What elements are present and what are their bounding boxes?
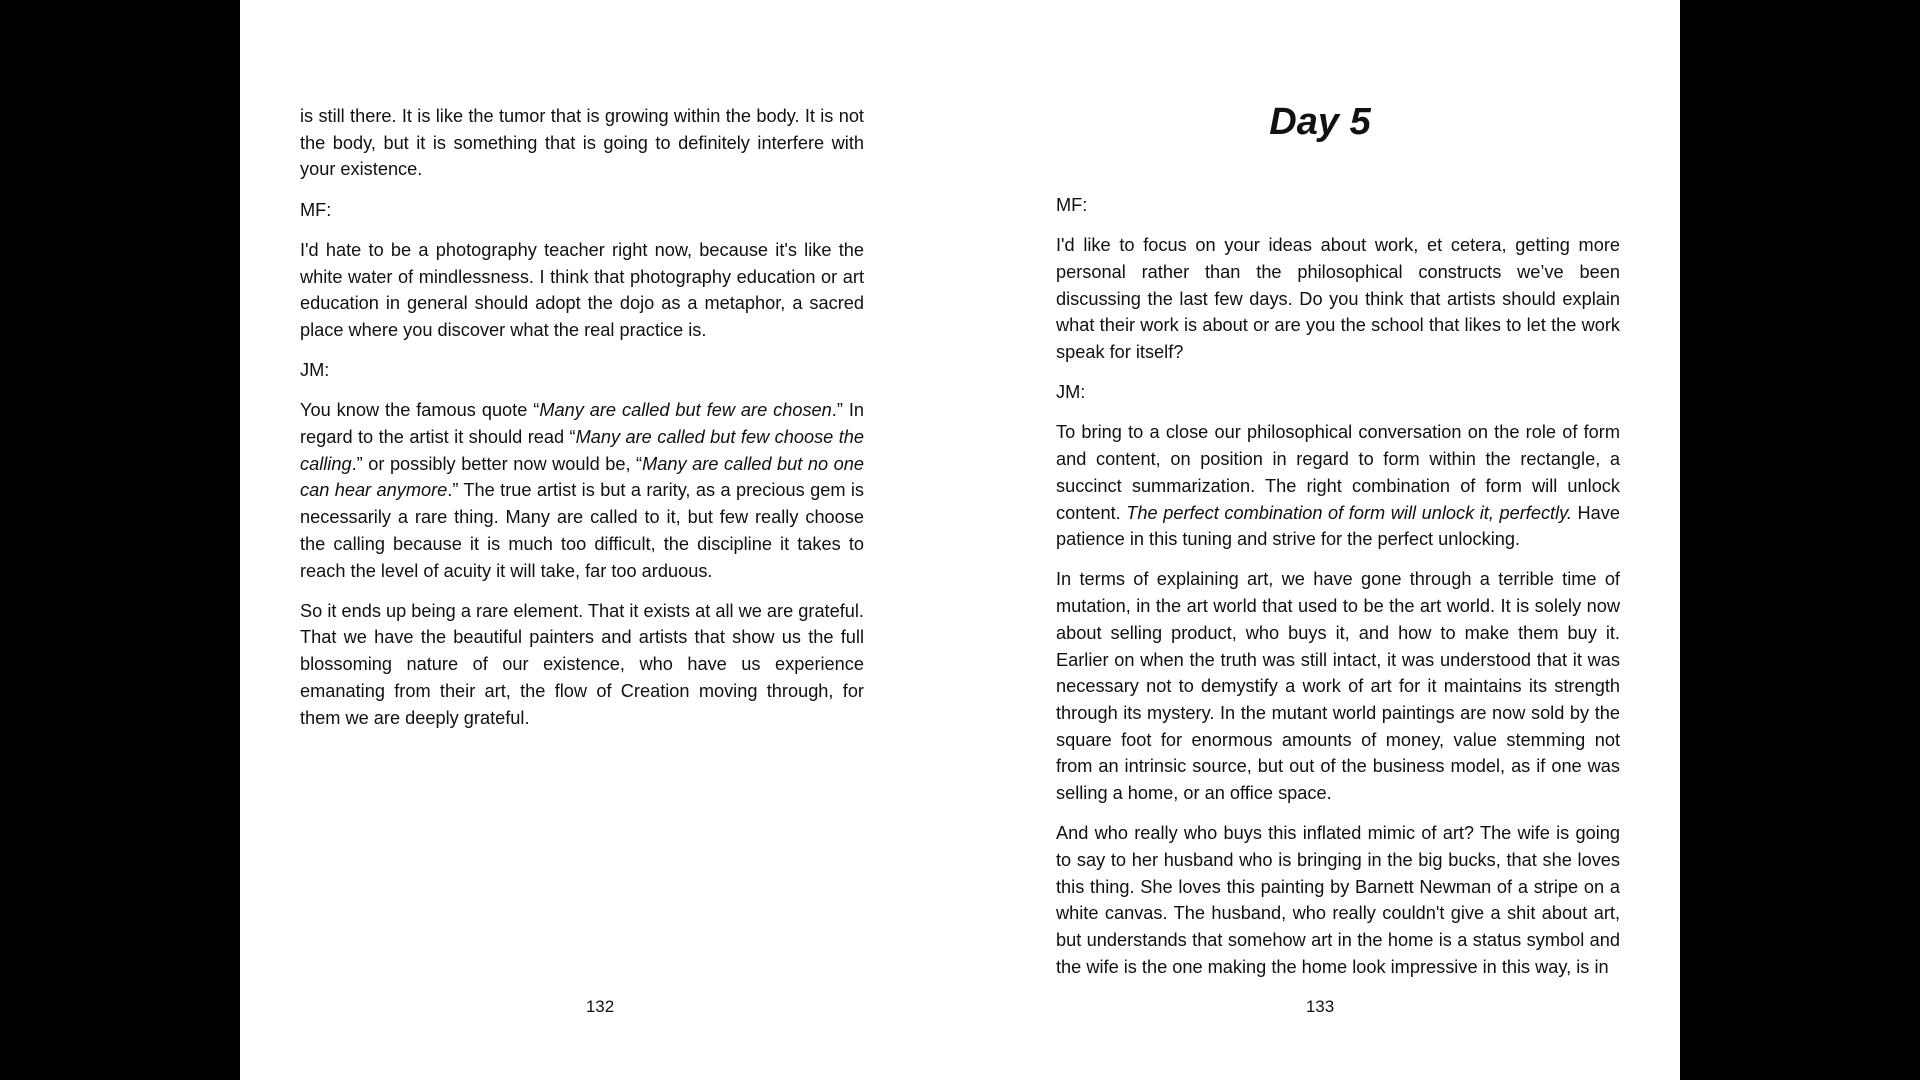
text-run: .” In regard to the artist it should read “ [300, 400, 864, 448]
chapter-title: Day 5 [1269, 101, 1371, 143]
text-run: In terms of explaining art, we have gone through a terrible time of mutation, in the art world that used to be the art world. It is solely now about selling product, who buys it, and how to make them buy it. Earlier on when the truth was still intact, it was understood that it was necessary not to demystify a work of art for it maintains its strength through its mystery. In the mutant world paintings are now sold by the square foot for enormous amounts of money, value stemming not from an intrinsic source, but out of the business model, as if one was selling a home, or an office space. [1056, 569, 1620, 804]
body-paragraph [1056, 566, 1620, 806]
right-page [960, 0, 1680, 1080]
italic-quote: Many are called but few choose the calling [300, 427, 864, 474]
text-run: So it ends up being a rare element. That it exists at all we are grateful. That we have the beautiful painters and artists that show us the full blossoming nature of our existence, who have us experience emanating from their art, the flow of Creation moving through, for them we are deeply grateful. [300, 600, 864, 728]
right-page-body [1056, 192, 1620, 994]
text-run: To bring to a close our philosophical conversation on the role of form and content, on position in regard to form within the rectangle, a succinct summarization. The right combination of form will unlock content. [1056, 422, 1620, 523]
speaker-label: JM: [300, 360, 330, 381]
text-run: .” or possibly better now would be, “ [351, 453, 643, 474]
left-page-body [300, 103, 864, 745]
italic-quote: Many are called but no one can hear anymore [300, 453, 865, 501]
text-run: And who really who buys this inflated mimic of art? The wife is going to say to her husband who is bringing in the big bucks, that she loves this thing. She loves this painting by Barnett Newman of a stripe on a white canvas. The husband, who really couldn't give a shit about art, but understands that somehow art in the home is a status symbol and the wife is the one making the home look impressive in this way, is in [1056, 823, 1620, 977]
italic-quote: Many are called but few are chosen [539, 400, 832, 421]
left-page [240, 0, 960, 1080]
body-paragraph [300, 237, 864, 344]
body-paragraph [1056, 820, 1620, 980]
body-paragraph [300, 598, 864, 732]
page-number-left: 132 [585, 997, 615, 1016]
page-number-right: 133 [1305, 997, 1335, 1016]
text-run: .” The true artist is but a rarity, as a precious gem is necessarily a rare thing. Many are called to it, but few really choose the calling because it is much too difficult, the discipline it takes to reach the level of acuity it will take, far too arduous. [300, 480, 864, 581]
text-run: I'd hate to be a photography teacher right now, because it's like the white water of mindlessness. I think that photography education or art education in general should adopt the dojo as a metaphor, a sacred place where you discover what the real practice is. [300, 239, 864, 340]
body-paragraph [1056, 232, 1620, 366]
book-spread [240, 0, 1680, 1080]
body-paragraph [300, 397, 864, 584]
text-run: Have patience in this tuning and strive for the perfect unlocking. [1056, 502, 1620, 550]
text-run: is still there. It is like the tumor that is growing within the body. It is not the body, but it is something that is going to definitely interfere with your existence. [300, 106, 864, 180]
speaker-label: MF: [1056, 195, 1088, 215]
italic-quote: The perfect combination of form will unlock it, perfectly. [1126, 502, 1572, 523]
speaker-label: MF: [300, 199, 332, 220]
text-run: You know the famous quote “ [300, 400, 540, 421]
body-paragraph [1056, 419, 1620, 553]
body-paragraph [300, 103, 864, 183]
speaker-label: JM: [1056, 382, 1086, 403]
text-run: I'd like to focus on your ideas about work, et cetera, getting more personal rather than the philosophical constructs we’ve been discussing the last few days. Do you think that artists should explain what their work is about or are you the school that likes to let the work speak for itself? [1056, 235, 1620, 363]
